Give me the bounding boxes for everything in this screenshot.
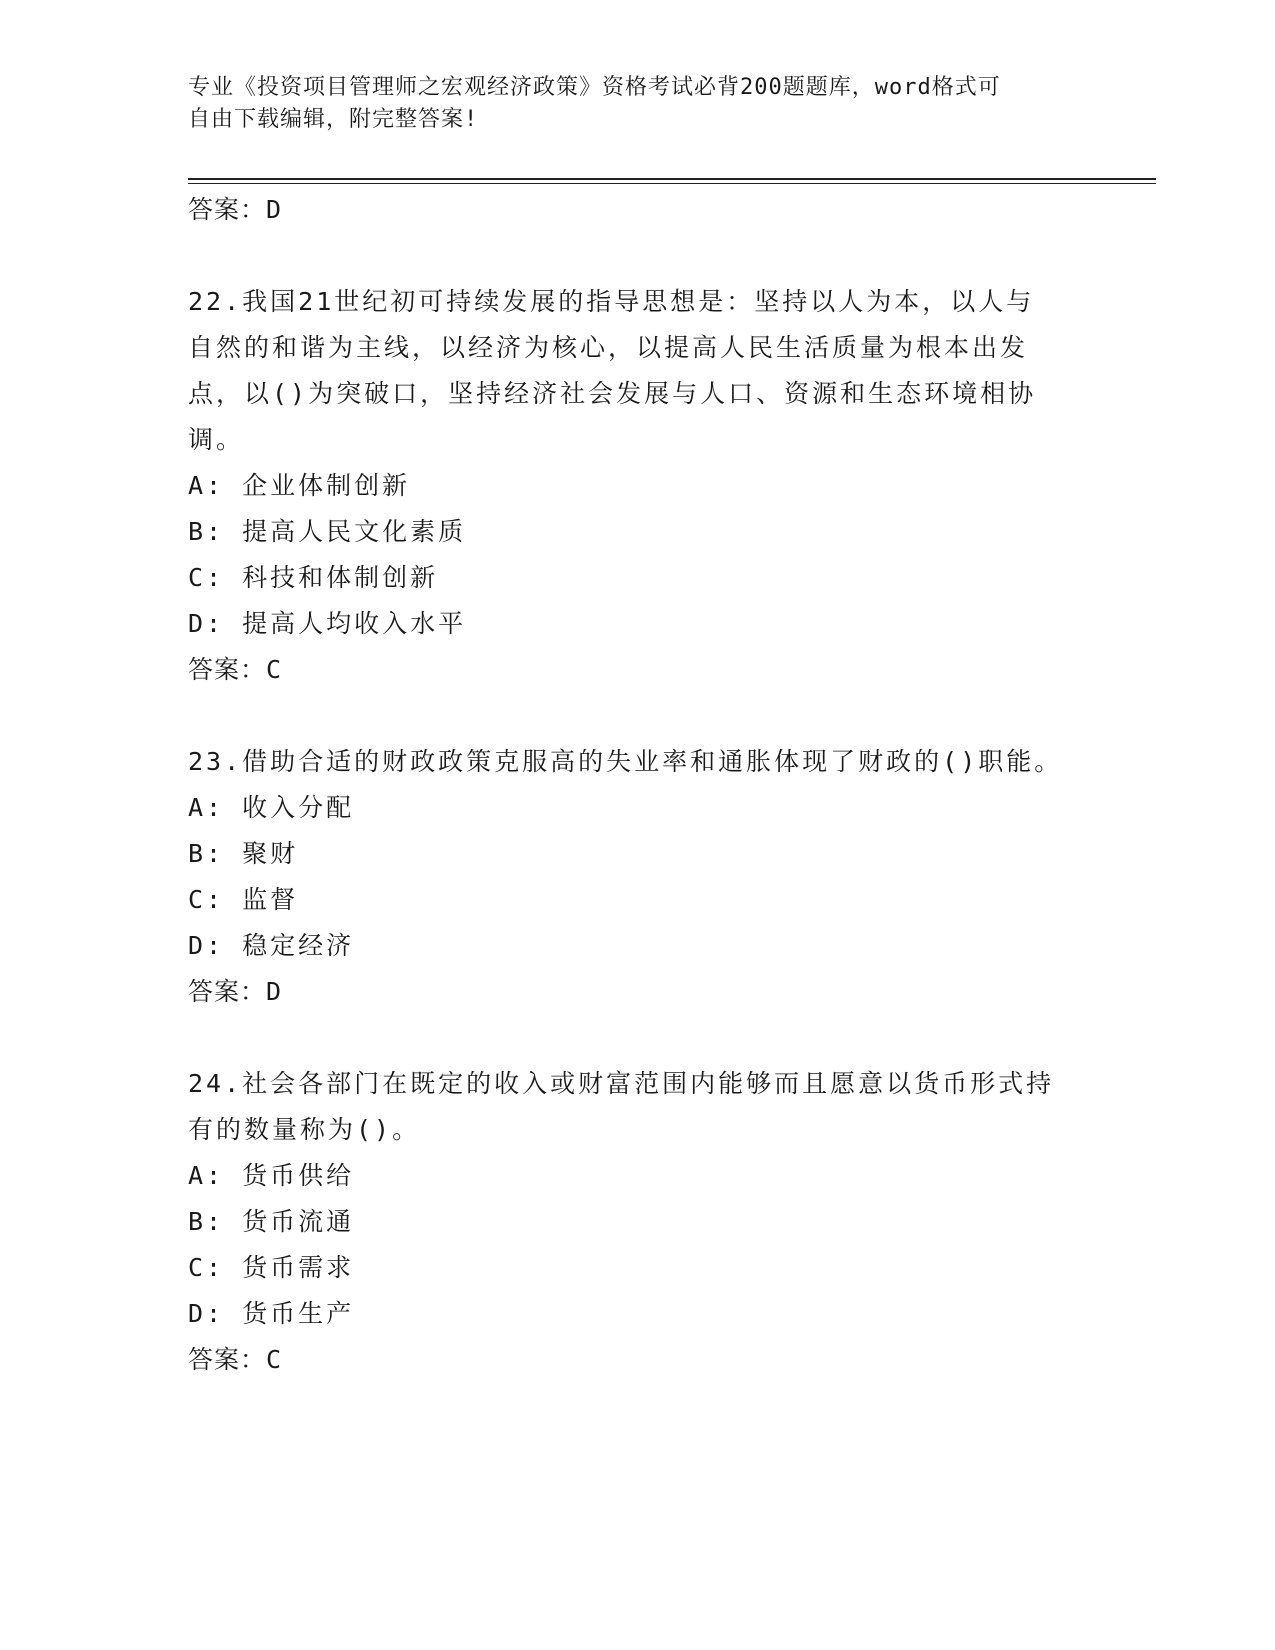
option-d: D: 货币生产 <box>188 1299 355 1328</box>
answer-line: 答案：D <box>188 977 283 1006</box>
header-rule-thin <box>188 183 1156 184</box>
header-rule-thick <box>188 178 1156 180</box>
header-line-1: 专业《投资项目管理师之宏观经济政策》资格考试必背200题题库，word格式可 <box>188 75 1001 100</box>
option-c: C: 货币需求 <box>188 1253 355 1282</box>
question-text-line: 24.社会各部门在既定的收入或财富范围内能够而且愿意以货币形式持 <box>188 1069 1055 1098</box>
option-b: B: 聚财 <box>188 839 299 868</box>
header-line-2: 自由下载编辑，附完整答案! <box>188 107 479 132</box>
question-text-line: 点，以()为突破口，坚持经济社会发展与人口、资源和生态环境相协 <box>188 379 1037 408</box>
option-d: D: 提高人均收入水平 <box>188 609 467 638</box>
document-body <box>188 187 1088 1383</box>
question-22 <box>188 279 1088 693</box>
question-text-line: 有的数量称为()。 <box>188 1115 421 1144</box>
option-a: A: 收入分配 <box>188 793 355 822</box>
option-d: D: 稳定经济 <box>188 931 355 960</box>
option-b: B: 提高人民文化素质 <box>188 517 467 546</box>
option-a: A: 企业体制创新 <box>188 471 411 500</box>
option-a: A: 货币供给 <box>188 1161 355 1190</box>
answer-line: 答案：C <box>188 1345 283 1374</box>
answer-line: 答案：C <box>188 655 283 684</box>
option-c: C: 监督 <box>188 885 299 914</box>
question-24 <box>188 1061 1088 1383</box>
option-c: C: 科技和体制创新 <box>188 563 439 592</box>
document-header <box>188 72 1068 136</box>
option-b: B: 货币流通 <box>188 1207 355 1236</box>
question-text-line: 22.我国21世纪初可持续发展的指导思想是：坚持以人为本，以人与 <box>188 287 1035 316</box>
question-text-line: 23.借助合适的财政政策克服高的失业率和通胀体现了财政的()职能。 <box>188 747 1063 776</box>
question-text-line: 调。 <box>188 425 245 454</box>
question-text-line: 自然的和谐为主线，以经济为核心，以提高人民生活质量为根本出发 <box>188 333 1029 362</box>
question-23 <box>188 739 1088 1015</box>
answer-line: 答案：D <box>188 195 283 224</box>
